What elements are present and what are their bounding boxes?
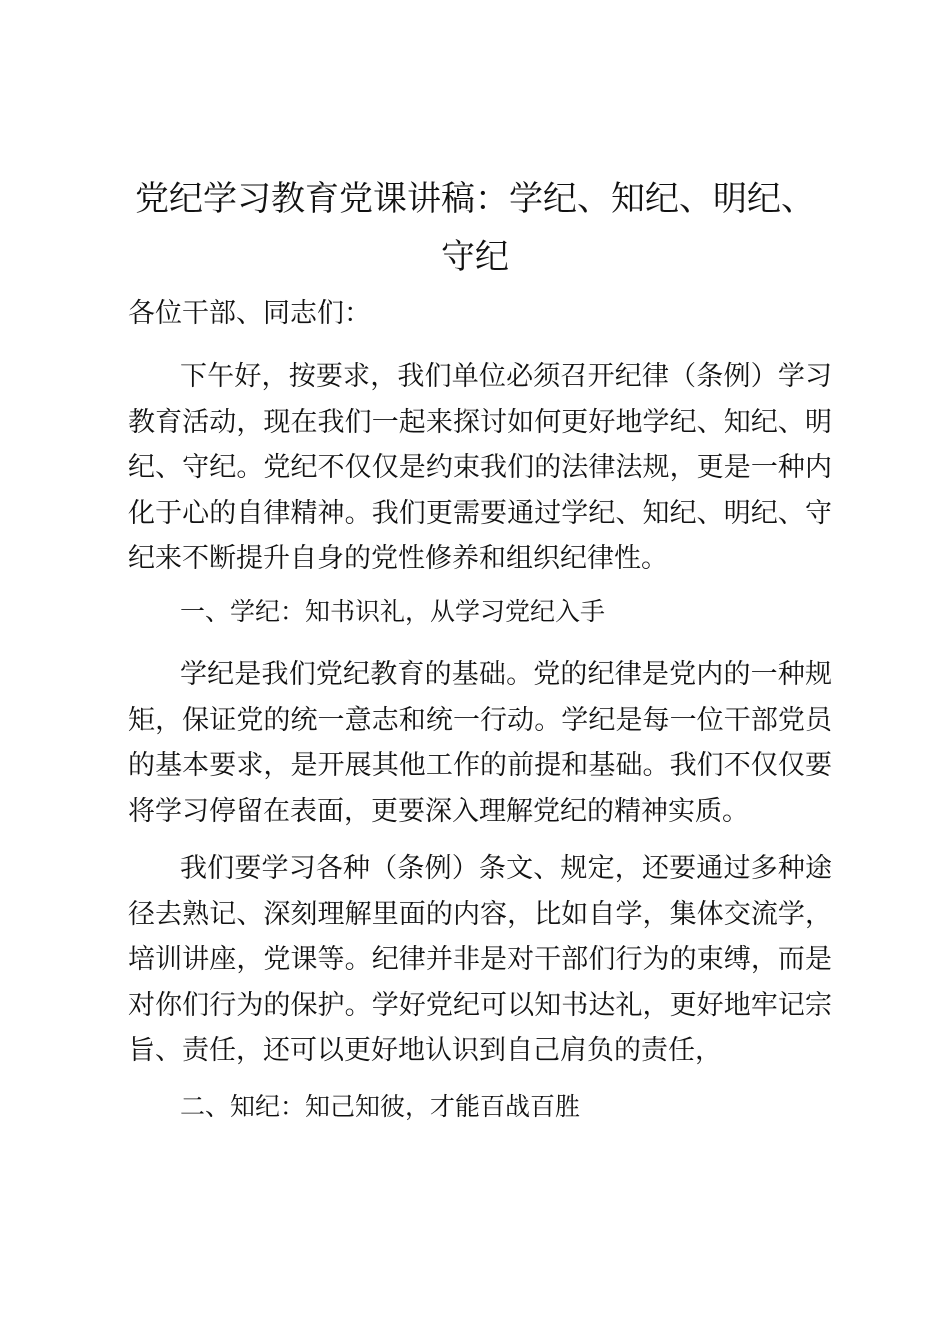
title-line-1: 党纪学习教育党课讲稿：学纪、知纪、明纪、 xyxy=(135,179,815,219)
title-line-2: 守纪 xyxy=(441,237,509,277)
section-heading-1: 一、学纪：知书识礼，从学习党纪入手 xyxy=(180,597,606,626)
paragraph-intro: 下午好，按要求，我们单位必须召开纪律（条例）学习教育活动，现在我们一起来探讨如何更好地学纪、知纪、明纪、守纪。党纪不仅仅是约束我们的法律法规，更是一种内化于心的自律精神。我们更需要通过学纪、知纪、明纪、守纪来不断提升自身的党性修养和组织纪律性。 xyxy=(128,361,832,574)
document-title xyxy=(125,170,825,286)
paragraph-study-2: 我们要学习各种（条例）条文、规定，还要通过多种途径去熟记、深刻理解里面的内容，比如自学，集体交流学，培训讲座，党课等。纪律并非是对干部们行为的束缚，而是对你们行为的保护。学好党纪可以知书达礼，更好地牢记宗旨、责任，还可以更好地认识到自己肩负的责任， xyxy=(128,853,832,1066)
paragraph-study-1: 学纪是我们党纪教育的基础。党的纪律是党内的一种规矩，保证党的统一意志和统一行动。学纪是每一位干部党员的基本要求，是开展其他工作的前提和基础。我们不仅仅要将学习停留在表面，更要深入理解党纪的精神实质。 xyxy=(128,659,832,827)
salutation: 各位干部、同志们： xyxy=(128,298,371,329)
section-heading-2: 二、知纪：知己知彼，才能百战百胜 xyxy=(180,1092,581,1121)
